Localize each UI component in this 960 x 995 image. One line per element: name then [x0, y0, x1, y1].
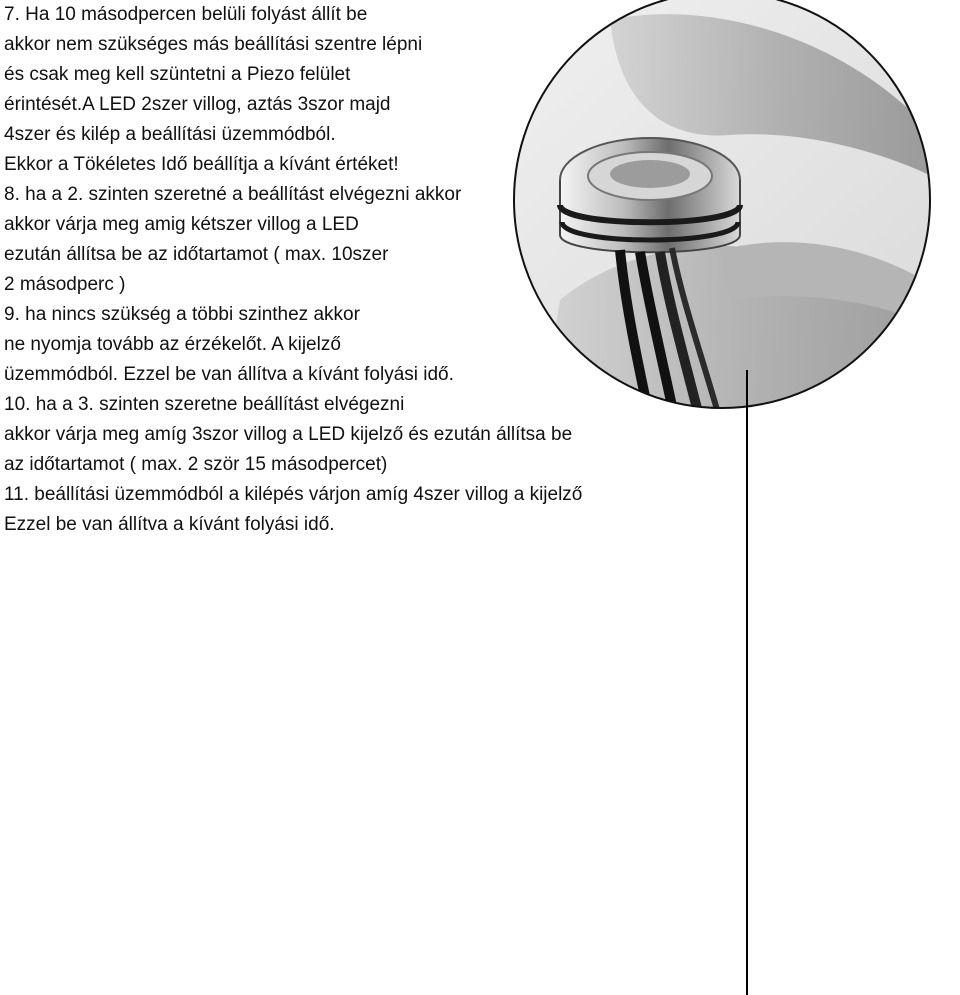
text-line-7: 8. ha a 2. szinten szeretné a beállítást elvégezni akkor	[4, 184, 462, 205]
text-line-9: ezután állítsa be az időtartamot ( max. 10szer	[4, 244, 389, 265]
text-line-3: és csak meg kell szüntetni a Piezo felület	[4, 64, 351, 85]
text-line-17: 11. beállítási üzemmódból a kilépés várjon amíg 4szer villog a kijelző	[4, 484, 583, 505]
text-line-14: 10. ha a 3. szinten szeretne beállítást elvégezni	[4, 394, 405, 415]
text-line-6: Ekkor a Tökéletes Idő beállítja a kívánt értéket!	[4, 154, 399, 175]
text-line-5: 4szer és kilép a beállítási üzemmódból.	[4, 124, 336, 145]
sensor-body	[560, 138, 740, 252]
text-line-18: Ezzel be van állítva a kívánt folyási idő.	[4, 514, 335, 535]
text-line-16: az időtartamot ( max. 2 ször 15 másodpercet)	[4, 454, 388, 475]
text-line-12: ne nyomja tovább az érzékelőt. A kijelző	[4, 334, 341, 355]
piezo-sensor-photo	[500, 0, 960, 995]
text-line-13: üzemmódból. Ezzel be van állítva a kívánt folyási idő.	[4, 364, 454, 385]
text-line-1: 7. Ha 10 másodpercen belüli folyást állít be	[4, 4, 368, 25]
photo-content	[500, 0, 960, 420]
text-line-4: érintését.A LED 2szer villog, aztás 3szor majd	[4, 94, 391, 115]
text-line-8: akkor várja meg amig kétszer villog a LED	[4, 214, 359, 235]
text-line-11: 9. ha nincs szükség a többi szinthez akkor	[4, 304, 360, 325]
text-line-2: akkor nem szükséges más beállítási szentre lépni	[4, 34, 423, 55]
text-line-15: akkor várja meg amíg 3szor villog a LED kijelző és ezután állítsa be	[4, 424, 573, 445]
text-line-10: 2 másodperc )	[4, 274, 126, 295]
divider-line	[746, 370, 748, 995]
